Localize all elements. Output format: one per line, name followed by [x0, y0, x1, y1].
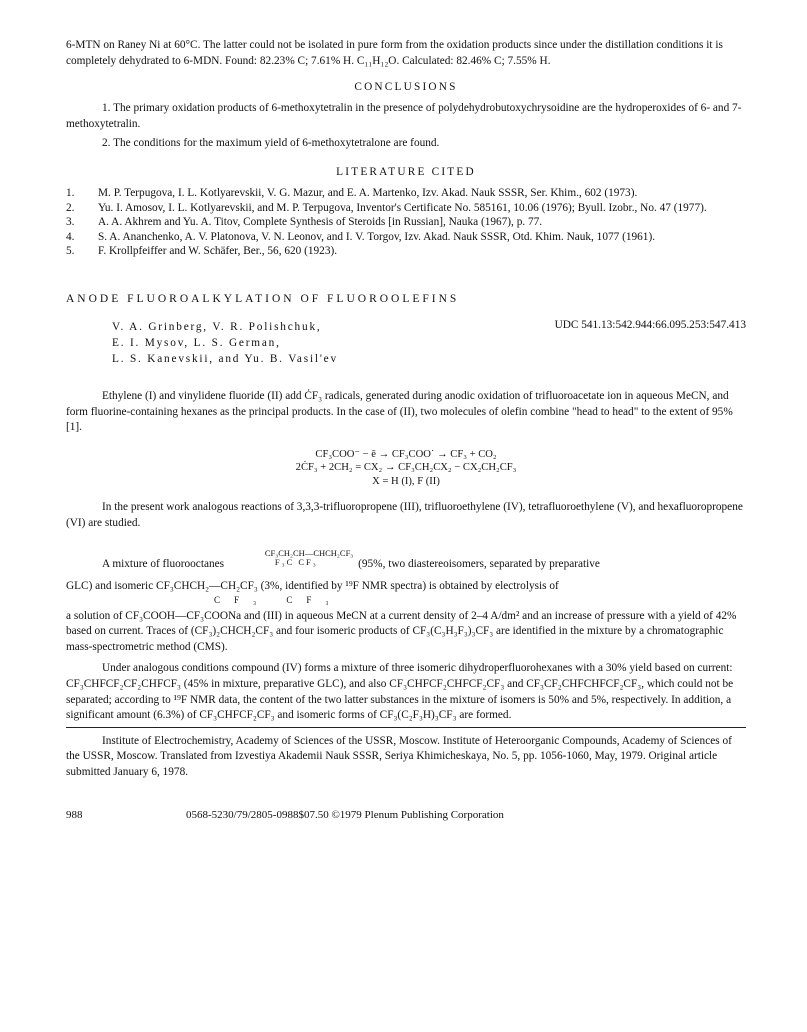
formula-bottom: F₃C CF₃: [274, 557, 318, 568]
publication-code: 0568-5230/79/2805-0988$07.50 ©1979 Plenum Publishing Corporation: [186, 808, 504, 821]
mixture-line: [66, 549, 746, 573]
equation-line: X = H (I), F (II): [372, 475, 440, 487]
formula-top: CF₃CH₂CH—CHCH₂CF₃: [264, 548, 354, 559]
conclusions-heading: CONCLUSIONS: [354, 81, 458, 94]
reference-item: [66, 244, 746, 259]
reference-text: M. P. Terpugova, I. L. Kotlyarevskii, V. G. Mazur, and E. A. Martenko, Izv. Akad. Nauk SSSR, Ser. Khim., 602 (1973).: [98, 186, 638, 199]
reference-text: Yu. I. Amosov, I. L. Kotlyarevskii, and M. P. Terpugova, Inventor's Certificate No. 585161, 10.06 (1976); Byull. Izobr., No. 47 (1977).: [98, 201, 707, 214]
reference-list: [66, 186, 746, 259]
page-footer: [66, 809, 746, 821]
reference-item: [66, 230, 746, 245]
udc-code: UDC 541.13:542.944:66.095.253:547.413: [554, 318, 746, 331]
analogous-paragraph: Under analogous conditions compound (IV) forms a mixture of three isomeric dihydroperfluorohexanes with a 30% yield based on current: CF₃CHFCF₂CF₂CHFCF₃ (45% in mixture, preparative GLC), and also CF₃CHFCF₂CHFCF₂CF₃ and CF₃CF₂CHFCHFCF₂CF₃, which could not be separated; according to ¹⁹F NMR data, the content of the two latter substances in the mixture of isomers is 50% and 5%, respectively. In addition, a significant amount (6.3%) of CF₃CHFCF₂CF₃ and isomeric forms of CF₃(C₂F₃H)₃CF₃ are formed.: [66, 662, 734, 722]
mixture-text-start: A mixture of fluorooctanes: [102, 558, 225, 571]
reference-number: 2.: [66, 201, 75, 214]
author-block: [66, 319, 746, 367]
reference-text: S. A. Ananchenko, A. V. Platonova, V. N. Leonov, and I. V. Torgov, Izv. Akad. Nauk SSSR, Otd. Khim. Nauk, 1077 (1961).: [98, 230, 656, 243]
reference-number: 1.: [66, 186, 75, 199]
reference-item: [66, 215, 746, 230]
author-list: [66, 319, 338, 367]
footnote-divider: [66, 727, 746, 728]
affiliation-footnote: Institute of Electrochemistry, Academy of Sciences of the USSR, Moscow. Institute of Heteroorganic Compounds, Academy of Sciences of the USSR, Moscow. Translated from Izvestiya Akademii Nauk SSSR, Seriya Khimicheskaya, No. 5, pp. 1056-1060, May, 1979. Original article submitted January 6, 1978.: [66, 734, 732, 778]
author-line: L. S. Kanevskii, and Yu. B. Vasil'ev: [112, 352, 338, 365]
reference-number: 5.: [66, 245, 75, 258]
glc-substituents: CF₃ CF₃: [214, 594, 343, 605]
reference-text: F. Krollpfeiffer and W. Schäfer, Ber., 56, 620 (1923).: [98, 245, 338, 258]
reference-item: [66, 186, 746, 201]
equation-line: CF₃COO⁻ − ē → CF₃COO˙ → CF₃ + CO₂: [315, 448, 497, 460]
equation-block: [66, 448, 746, 489]
conclusion-item-2: 2. The conditions for the maximum yield of 6-methoxytetralone are found.: [102, 137, 440, 150]
equation-line: 2ĊF₃ + 2CH₂ = CX₂ → CF₃CH₂CX₂ − CX₂CH₂CF₃: [295, 462, 517, 474]
conclusion-item-1: 1. The primary oxidation products of 6-methoxytetralin in the presence of polydehydrobutoxychrysoidine are the hydroperoxides of 6- and 7-methoxytetralin.: [66, 102, 742, 130]
intro-paragraph: Ethylene (I) and vinylidene fluoride (II) add ĊF₃ radicals, generated during anodic oxidation of trifluoroacetate ion in aqueous MeCN, and form fluorine-containing hexanes as the principal products. In the case of (II), two molecules of olefin combine "head to head" to the extent of 95% [1].: [66, 389, 733, 434]
glc-line: GLC) and isomeric CF₃CHCH₂—CH₂CF₃ (3%, identified by ¹⁹F NMR spectra) is obtained by electrolysis of: [66, 580, 559, 592]
reference-number: 3.: [66, 216, 75, 229]
reference-item: [66, 201, 746, 216]
page: [66, 38, 746, 821]
author-line: V. A. Grinberg, V. R. Polishchuk,: [112, 320, 322, 333]
reference-text: A. A. Akhrem and Yu. A. Titov, Complete Synthesis of Steroids [in Russian], Nauka (1967), p. 77.: [98, 216, 543, 229]
author-line: E. I. Mysov, L. S. German,: [112, 336, 281, 349]
mixture-text-rest: (95%, two diastereoisomers, separated by preparative: [358, 558, 600, 571]
top-paragraph: 6-MTN on Raney Ni at 60°C. The latter could not be isolated in pure form from the oxidation products since under the distillation conditions it is completely dehydrated to 6-MDN. Found: 82.23% C; 7.61% H. C₁₁H₁₂O. Calculated: 82.46% C; 7.55% H.: [66, 39, 723, 67]
electrolysis-paragraph: a solution of CF₃COOH—CF₃COONa and (III) in aqueous MeCN at a current density of 2–4 A/dm² and an increase of pressure with a yield of 42% based on current. Traces of (CF₃)₂CHCH₂CF₃ and four isomeric products of CF₃(C₃H₃F₃)₃CF₃ are identified in the mixture by a chromatographic mass-spectrometric method (CMS).: [66, 609, 737, 653]
fluorooctane-formula: [229, 549, 353, 567]
article-title: ANODE FLUOROALKYLATION OF FLUOROOLEFINS: [66, 292, 460, 305]
literature-heading: LITERATURE CITED: [336, 165, 476, 178]
reference-number: 4.: [66, 230, 75, 243]
present-work-paragraph: In the present work analogous reactions of 3,3,3-trifluoropropene (III), trifluoroethylene (IV), tetrafluoroethylene (V), and hexafluoropropene (VI) are studied.: [66, 501, 743, 529]
page-number: 988: [66, 808, 83, 821]
